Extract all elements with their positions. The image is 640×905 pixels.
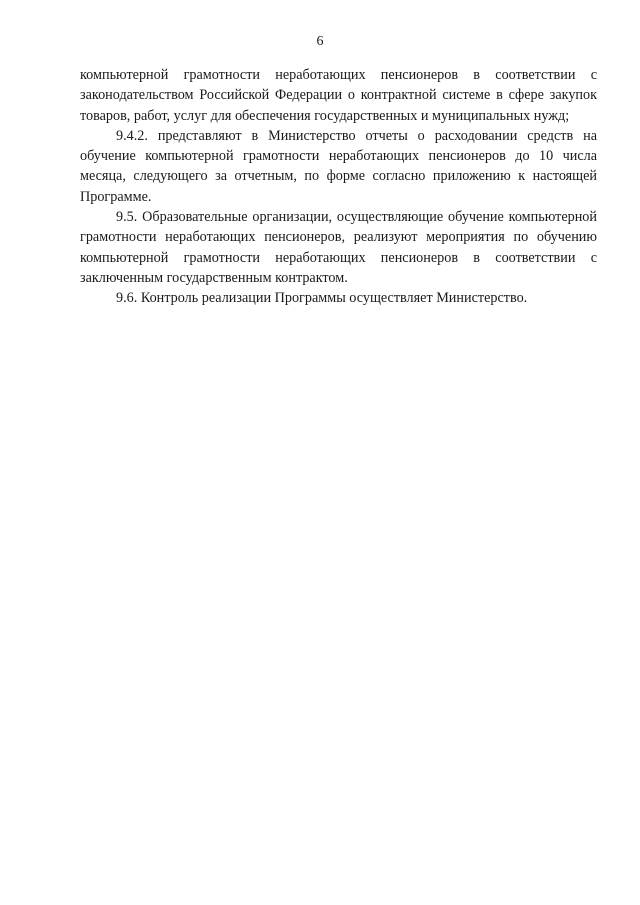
document-body — [80, 65, 597, 309]
paragraph-continuation: компьютерной грамотности неработающих пенсионеров в соответствии с законодательством Российской Федерации о контрактной системе в сфере закупок товаров, работ, услуг для обеспечения государственных и муниципальных нужд; — [80, 67, 597, 124]
paragraph-9-6: 9.6. Контроль реализации Программы осуществляет Министерство. — [116, 290, 528, 307]
paragraph-9-4-2: 9.4.2. представляют в Министерство отчеты о расходовании средств на обучение компьютерной грамотности неработающих пенсионеров до 10 числа месяца, следующего за отчетным, по форме согласно приложению к настоящей Программе. — [80, 127, 597, 205]
page-number: 6 — [316, 34, 324, 49]
paragraph-9-5: 9.5. Образовательные организации, осуществляющие обучение компьютерной грамотности неработающих пенсионеров, реализуют мероприятия по обучению компьютерной грамотности неработающих пенсионеров в соответствии с заключенным государственным контрактом. — [80, 209, 597, 286]
